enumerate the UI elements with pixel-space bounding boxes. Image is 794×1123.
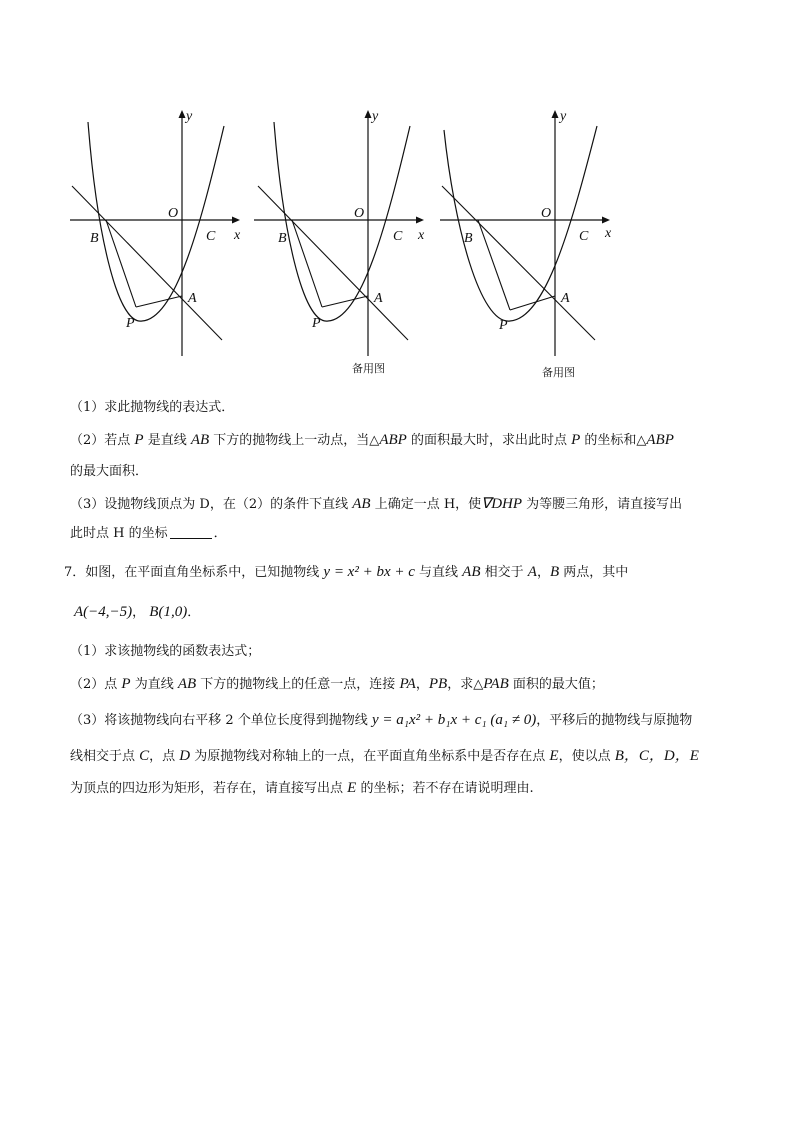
text-span: ， (536, 565, 550, 580)
y-label: y (560, 109, 567, 124)
text-span: E (347, 780, 357, 796)
segment-bp (106, 220, 136, 307)
point-a-label: A (561, 291, 570, 306)
text-span: 的坐标；若不存在请说明理由. (356, 781, 534, 796)
x-arrow-icon (232, 217, 240, 224)
text-span: B，C，D，E (614, 748, 699, 764)
graph-3 (440, 100, 615, 360)
text-span: 为顶点的四边形为矩形，若存在，请直接写出点 (70, 781, 348, 796)
text-span: （3）设抛物线顶点为 D，在（2）的条件下直线 (70, 497, 353, 512)
text-span: 为直线 (130, 677, 178, 692)
text-span: ，点 (149, 749, 180, 764)
y-arrow-icon (365, 110, 372, 118)
figure-2 (254, 100, 429, 360)
origin-label: O (354, 206, 365, 221)
text-span: ABP (646, 432, 674, 448)
text-span: y = a₁x² + b₁x + c₁ (a₁ ≠ 0) (371, 712, 537, 728)
q6-part-2-line-1 (70, 430, 674, 451)
text-span: P (134, 432, 144, 448)
text-span: ， (415, 677, 429, 692)
y-label: y (186, 109, 193, 124)
text-span: 为等腰三角形，请直接写出 (522, 497, 683, 512)
text-span: AB (352, 496, 371, 512)
text-span: ， (132, 605, 150, 620)
text-span: （3）将该抛物线向右平移 2 个单位长度得到抛物线 (70, 713, 372, 728)
q7-part-3-line-1 (70, 710, 692, 731)
graph-2 (254, 100, 429, 360)
text-span: AB (462, 564, 481, 580)
text-span: PAB (483, 676, 509, 692)
x-arrow-icon (602, 217, 610, 224)
point-a-label: A (188, 291, 197, 306)
x-label: x (605, 226, 612, 241)
text-span: 面积的最大值； (508, 677, 604, 692)
text-span: PB (428, 676, 448, 692)
text-span: （2）若点 (70, 433, 135, 448)
point-c-label: C (206, 229, 216, 244)
text-span: P (121, 676, 131, 692)
line-ab (442, 186, 595, 340)
text-span: （1）求此抛物线的表达式． (70, 400, 235, 415)
text-span: 线相交于点 (70, 749, 140, 764)
point-p-label: P (312, 316, 321, 331)
text-span: 下方的抛物线上一动点，当△ (209, 433, 380, 448)
text-span: 为原抛物线对称轴上的一点，在平面直角坐标系中是否存在点 (190, 749, 550, 764)
parabola (274, 122, 410, 321)
text-span: ． (187, 605, 201, 620)
origin-label: O (168, 206, 179, 221)
text-span: 的最大面积． (70, 464, 149, 479)
text-span: 两点，其中 (559, 565, 629, 580)
x-arrow-icon (416, 217, 424, 224)
point-b-label: B (278, 231, 287, 246)
text-span: （2）点 (70, 677, 122, 692)
text-span: B(1,0) (149, 604, 188, 620)
segment-pa (322, 296, 368, 307)
segment-pa (510, 296, 555, 310)
point-a-label: A (374, 291, 383, 306)
y-label: y (372, 109, 379, 124)
line-ab (258, 186, 408, 340)
text-span: ABP (379, 432, 407, 448)
q6-part-3-line-2: 此时点 H 的坐标 ． (70, 526, 227, 541)
text-span: A (527, 564, 537, 580)
parabola (444, 126, 597, 321)
origin-label: O (541, 206, 552, 221)
text-span: B (549, 564, 560, 580)
text-span: E (549, 748, 559, 764)
x-label: x (234, 228, 241, 243)
text-span: P (571, 432, 581, 448)
figure-3-caption: 备用图 (542, 366, 575, 379)
x-label: x (418, 228, 425, 243)
q7-part-3-line-3 (70, 778, 534, 799)
text-span: 与直线 (414, 565, 463, 580)
text-span: （1）求该抛物线的函数表达式； (70, 644, 261, 659)
q7-part-1 (70, 642, 260, 662)
q6-part-2-line-2 (70, 462, 148, 482)
text-span: A(−4,−5) (74, 604, 133, 620)
q7-stem-line-1 (64, 562, 628, 583)
q7-stem-line-2 (74, 602, 200, 623)
text-span: 下方的抛物线上的任意一点，连接 (196, 677, 400, 692)
segment-bp (292, 220, 322, 307)
text-span: 此时点 H 的坐标 (70, 526, 168, 541)
point-c-label: C (579, 229, 589, 244)
text-span: ，求△ (447, 677, 484, 692)
point-b-label: B (90, 231, 99, 246)
figure-2-caption: 备用图 (352, 362, 385, 375)
text-span: 的坐标和△ (580, 433, 647, 448)
point-p-label: P (126, 316, 135, 331)
text-span: 上确定一点 H，使 (370, 497, 482, 512)
text-span: ，平移后的抛物线与原抛物 (536, 713, 693, 728)
y-arrow-icon (179, 110, 186, 118)
figure-1 (70, 100, 245, 360)
answer-blank (170, 525, 212, 539)
figure-3 (440, 100, 615, 360)
y-arrow-icon (552, 110, 559, 118)
parabola (88, 122, 224, 321)
point-p-label: P (499, 318, 508, 333)
text-span: 7．如图，在平面直角坐标系中，已知抛物线 (64, 565, 324, 580)
q7-part-2 (70, 674, 604, 695)
point-c-label: C (393, 229, 403, 244)
q6-part-3-line-1 (70, 494, 682, 515)
text-span: PA (399, 676, 416, 692)
text-span: AB (190, 432, 210, 448)
segment-pa (136, 296, 182, 307)
q6-part-1 (70, 398, 234, 418)
text-span: 相交于 (480, 565, 528, 580)
text-span: D (179, 748, 191, 764)
graph-1 (70, 100, 245, 360)
text-span: ∇DHP (481, 496, 523, 512)
q7-part-3-line-2 (70, 746, 699, 767)
text-span: 是直线 (143, 433, 191, 448)
text-span: C (139, 748, 150, 764)
text-span: AB (177, 676, 197, 692)
text-span: 的面积最大时，求出此时点 (406, 433, 572, 448)
point-b-label: B (464, 231, 473, 246)
text-span: ，使以点 (558, 749, 615, 764)
text-span: y = x² + bx + c (323, 564, 415, 580)
line-ab (72, 186, 222, 340)
